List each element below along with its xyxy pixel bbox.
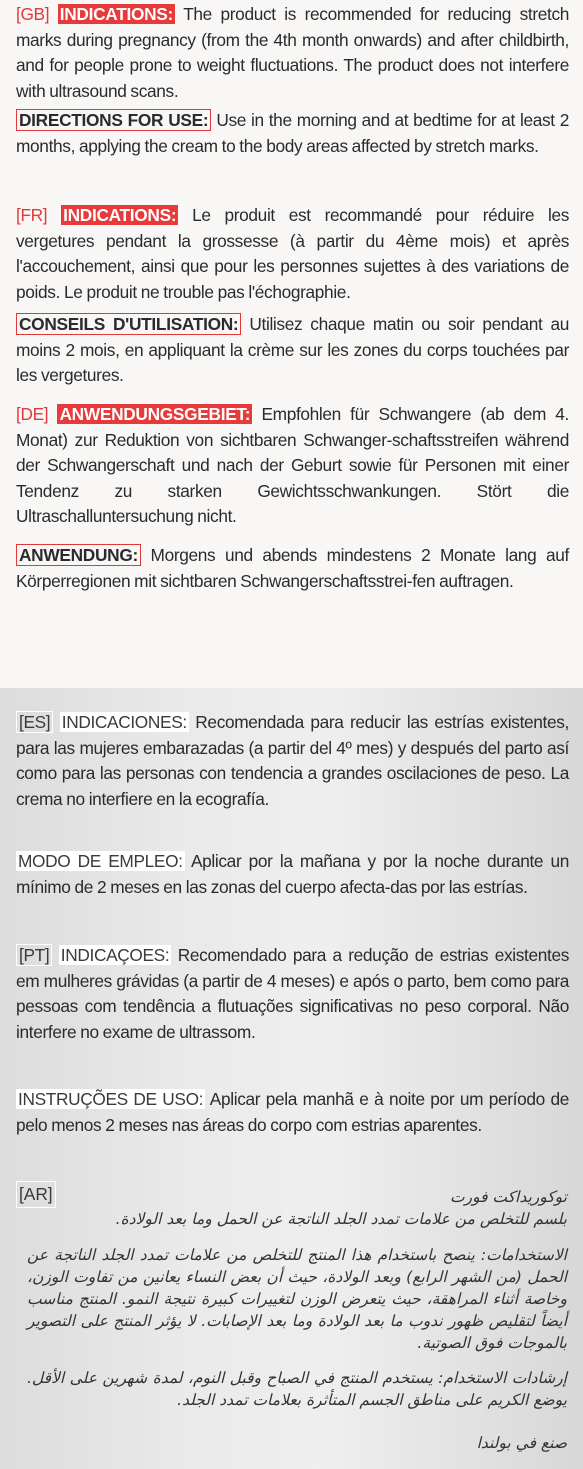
gb-code: [GB] (16, 4, 50, 24)
de-directions (16, 543, 569, 594)
es-directions (16, 849, 569, 900)
gb-directions (16, 108, 569, 159)
es-indications-label: INDICACIONES: (61, 712, 187, 732)
ar-code: [AR] (16, 1181, 56, 1208)
fr-directions-label: CONSEILS D'UTILISATION: (16, 313, 241, 335)
gb-indications-text: The product is recommended for reducing stretch marks during pregnancy (from the 4th month onwards) and after childbirth, and for people prone to weight fluctuations. The product does not interfere with ultrasound scans. (16, 4, 569, 101)
de-code: [DE] (16, 404, 49, 424)
es-code: [ES] (16, 711, 53, 733)
gb-indications (16, 2, 569, 104)
ar-indications: الاستخدامات: ينصح باستخدام هذا المنتج للتخلص من علامات تمدد الجلد الناتجة عن الحمل (من الشهر الرابع) وبعد الولادة، حيث أن بعض النساء يعانين من تفاوت الوزن، وخاصة أثناء المراهقة، حيث يتعرض الوزن لتغييرات كبيرة نتيجة النمو. المنتج مناسب أيضاً لتقليص ظهور ندوب ما بعد الولادة وما بعد الإصابات. لا يؤثر المنتج على التصوير بالموجات فوق الصوتية. (27, 1246, 567, 1352)
fr-directions (16, 312, 569, 389)
de-indications (16, 402, 569, 530)
ar-title: توكوريداكت فورت (450, 1188, 567, 1206)
pt-indications-label: INDICAÇOES: (60, 945, 170, 965)
es-indications-text: Recomendada para reducir las estrías existentes, para las mujeres embarazadas (a partir del 4º mes) y después del parto así como para las personas con tendencia a grandes oscilaciones de peso. La crema no interfiere en la ecografía. (16, 712, 569, 809)
de-directions-text: Morgens und abends mindestens 2 Monate lang auf Körperregionen mit sichtbaren Schwangerschaftsstrei-fen auftragen. (16, 545, 569, 591)
pt-indications (16, 943, 569, 1045)
fr-indications (16, 203, 569, 305)
fr-indications-text: Le produit est recommandé pour réduire les vergetures pendant la grossesse (à partir du 4ème mois) et après l'accouchement, ainsi que pour les personnes sujettes à des variations de poids. Le produit ne trouble pas l'échographie. (16, 205, 570, 302)
gb-directions-label: DIRECTIONS FOR USE: (16, 109, 211, 131)
es-directions-label: MODO DE EMPLEO: (18, 851, 183, 871)
fr-indications-label: INDICATIONS: (63, 205, 177, 225)
fr-code: [FR] (16, 205, 48, 225)
de-indications-label: ANWENDUNGSGEBIET: (59, 404, 251, 424)
gb-directions-text: Use in the morning and at bedtime for at least 2 months, applying the cream to the body areas affected by stretch marks. (16, 110, 569, 156)
de-indications-text: Empfohlen für Schwangere (ab dem 4. Monat) zur Reduktion von sichtbaren Schwanger-schaftsstreifen während der Schwangerschaft und nach der Geburt sowie für Personen mit einer Tendenz zu starken Gewichtsschwankungen. Stört die Ultraschalluntersuchung nicht. (16, 404, 570, 526)
pt-directions-label: INSTRUÇÕES DE USO: (18, 1089, 204, 1109)
pt-indications-text: Recomendado para a redução de estrias existentes em mulheres grávidas (a partir de 4 meses) e após o parto, bem como para pessoas com tendência a flutuações significativas no peso corporal. Não interfere no exame de ultrassom. (16, 945, 569, 1042)
ar-directions: إرشادات الاستخدام: يستخدم المنتج في الصباح وقبل النوم، لمدة شهرين على الأقل. يوضع الكريم على مناطق الجسم المتأثرة بعلامات تمدد الجلد. (27, 1369, 567, 1409)
gb-indications-label: INDICATIONS: (59, 4, 173, 24)
ar-made-in: صنع في بولندا (476, 1434, 567, 1452)
fr-directions-text: Utilisez chaque matin ou soir pendant au moins 2 mois, en appliquant la crème sur les zones du corps touchées par les vergetures. (16, 314, 569, 385)
es-directions-text: Aplicar por la mañana y por la noche durante un mínimo de 2 meses en las zonas del cuerpo afecta-das por las estrías. (16, 851, 569, 897)
pt-directions-text: Aplicar pela manhã e à noite por um período de pelo menos 2 meses nas áreas do corpo com estrias aparentes. (16, 1089, 569, 1135)
de-directions-label: ANWENDUNG: (16, 544, 141, 566)
pt-code: [PT] (16, 944, 52, 966)
ar-subtitle: بلسم للتخلص من علامات تمدد الجلد الناتجة عن الحمل وما بعد الولادة. (115, 1210, 567, 1228)
es-indications (16, 710, 569, 812)
pt-directions (16, 1087, 569, 1138)
